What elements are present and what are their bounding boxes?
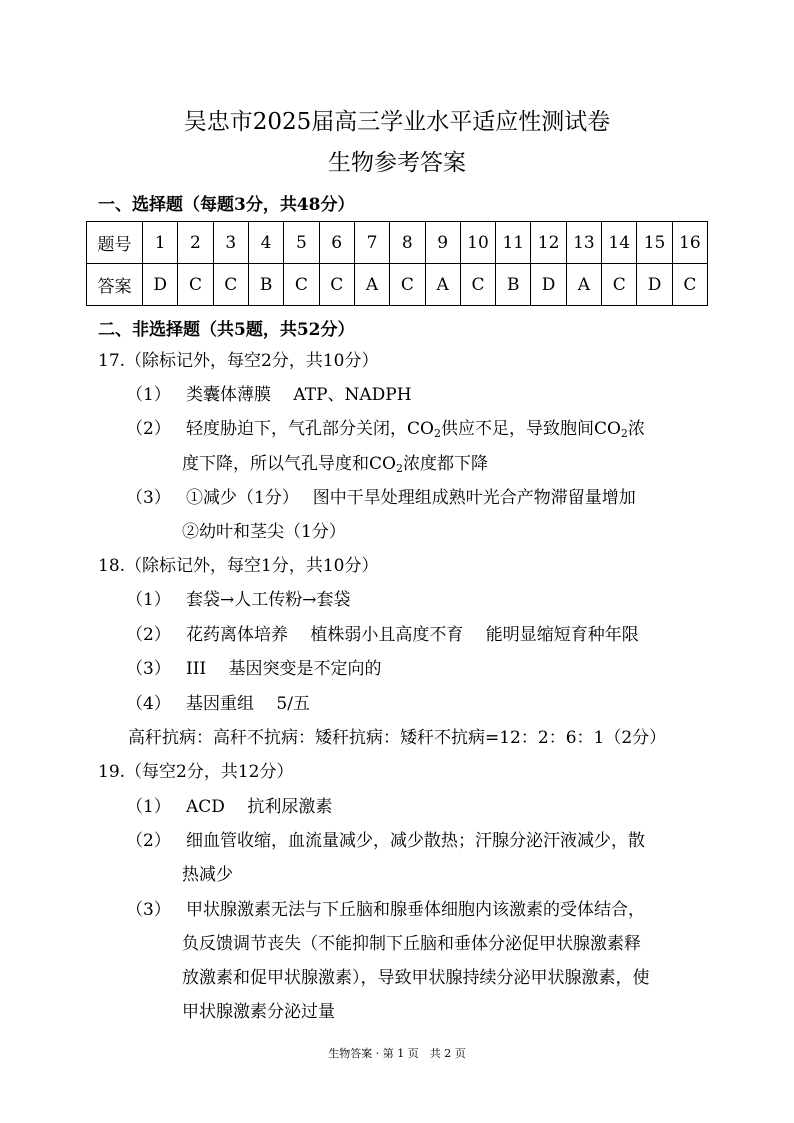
question-number-cell: 5 [284,222,319,264]
page-footer: 生物答案 · 第 1 页 共 2 页 [328,1047,466,1060]
question-number-cell: 12 [531,222,566,264]
q18-part4-number: （4） [126,694,171,714]
answer-cell: C [672,264,707,306]
q19-header: 19.（每空2分，共12分） [98,762,294,782]
answer-cell: C [602,264,637,306]
answer-cell: A [566,264,601,306]
q18-part2-number: （2） [126,625,171,645]
answer-cell: D [637,264,672,306]
question-number-cell: 11 [496,222,531,264]
q17-part3-number: （3） [126,488,171,508]
question-number-cell: 7 [354,222,389,264]
q19-part2-answer-line1: 细血管收缩，血流量减少，减少散热；汗腺分泌汗液减少，散 [186,831,645,851]
answer-cell: C [460,264,495,306]
question-number-cell: 2 [178,222,213,264]
question-number-cell: 1 [143,222,178,264]
section2-heading: 二、非选择题（共5题，共52分） [98,320,355,340]
q18-part4-answer: 基因重组 5/五 [186,694,310,714]
answer-table [86,221,708,306]
q17-part2-answer-line1: 轻度胁迫下，气孔部分关闭，$CO_2$供应不足，导致胞间$CO_2$浓 [186,419,645,440]
q17-part2-number: （2） [126,419,171,439]
answer-cell: C [319,264,354,306]
page-subtitle: 生物参考答案 [328,150,466,176]
q17-header: 17.（除标记外，每空2分，共10分） [98,351,379,371]
section1-heading: 一、选择题（每题3分，共48分） [98,195,355,215]
question-number-cell: 15 [637,222,672,264]
q17-part3-answer-line2: ②幼叶和茎尖（1分） [182,522,346,542]
q19-part3-number: （3） [126,900,171,920]
q18-part1-number: （1） [126,590,171,610]
answer-cell: C [284,264,319,306]
answer-cell: D [531,264,566,306]
q19-part3-answer-line3: 放激素和促甲状腺激素），导致甲状腺持续分泌甲状腺激素，使 [182,968,650,988]
answer-cell: C [178,264,213,306]
q19-part2-number: （2） [126,831,171,851]
q19-part2-answer-line2: 热减少 [182,865,233,885]
q19-part3-answer-line4: 甲状腺激素分泌过量 [182,1002,335,1022]
q19-part1-answer: ACD 抗利尿激素 [186,797,333,817]
q19-part1-number: （1） [126,797,171,817]
question-number-row [87,222,708,264]
q18-part3-answer: III 基因突变是不定向的 [186,659,382,679]
question-number-cell: 14 [602,222,637,264]
question-number-cell: 13 [566,222,601,264]
question-number-cell: 10 [460,222,495,264]
answer-cell: C [213,264,248,306]
question-number-cell: 4 [248,222,283,264]
answer-cell: B [248,264,283,306]
page-title: 吴忠市2025届高三学业水平适应性测试卷 [183,109,611,135]
answer-row [87,264,708,306]
answer-cell: A [425,264,460,306]
q18-part3-number: （3） [126,659,171,679]
q17-part3-answer-line1: ①减少（1分） 图中干旱处理组成熟叶光合产物滞留量增加 [186,488,636,508]
answer-cell: B [496,264,531,306]
question-number-cell: 8 [390,222,425,264]
q18-part1-answer: 套袋→人工传粉→套袋 [186,590,351,610]
q18-header: 18.（除标记外，每空1分，共10分） [98,556,379,576]
q18-part4-ratio: 高秆抗病：高秆不抗病：矮秆抗病：矮秆不抗病=12：2：6：1（2分） [128,728,667,748]
answer-cell: C [390,264,425,306]
answer-cell: A [354,264,389,306]
answer-cell: D [143,264,178,306]
q17-part1-answer: 类囊体薄膜 ATP、NADPH [186,385,412,405]
q19-part3-answer-line1: 甲状腺激素无法与下丘脑和腺垂体细胞内该激素的受体结合， [186,900,645,920]
q18-part2-answer: 花药离体培养 植株弱小且高度不育 能明显缩短育种年限 [186,625,639,645]
question-number-cell: 9 [425,222,460,264]
q17-part2-answer-line2: 度下降，所以气孔导度和$CO_2$浓度都下降 [182,454,488,475]
question-number-cell: 3 [213,222,248,264]
question-number-cell: 6 [319,222,354,264]
question-number-cell: 16 [672,222,707,264]
row-label: 题号 [87,222,143,264]
q19-part3-answer-line2: 负反馈调节丧失（不能抑制下丘脑和垂体分泌促甲状腺激素释 [182,934,641,954]
q17-part1-number: （1） [126,385,171,405]
row-label: 答案 [87,264,143,306]
